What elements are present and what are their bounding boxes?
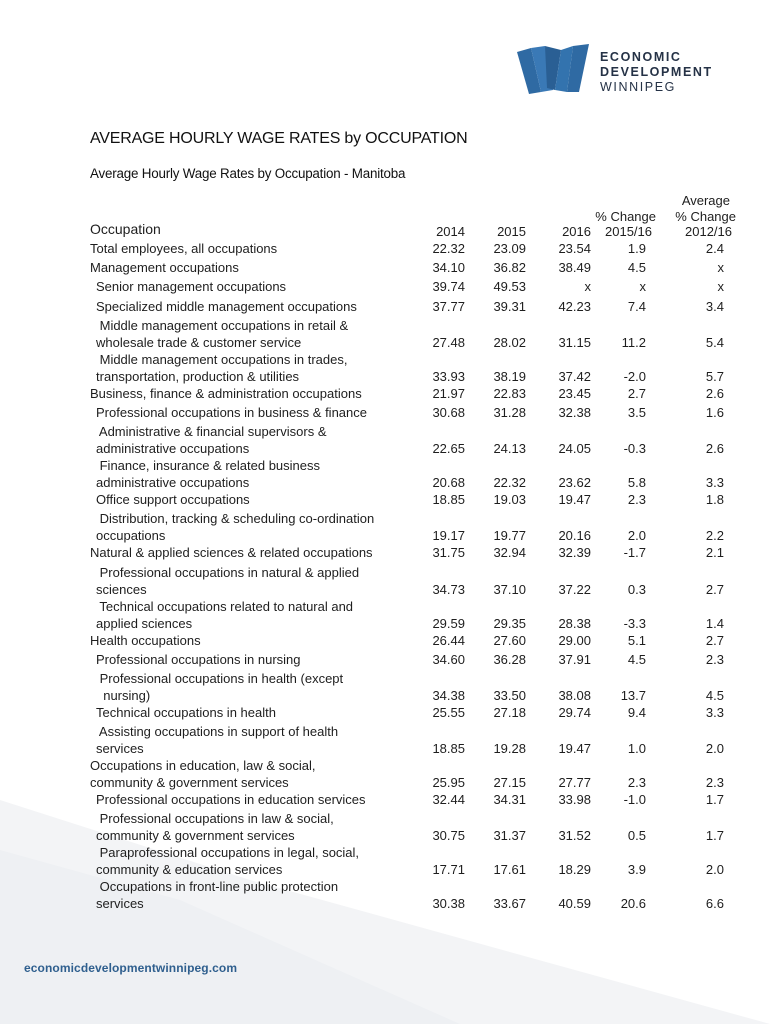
value-avg-change: 2.6 (705, 385, 724, 401)
value-2014: 27.48 (432, 334, 465, 350)
value-2015: 29.35 (493, 615, 526, 631)
table-row (0, 457, 770, 491)
value-2014: 25.95 (432, 775, 465, 791)
value-avg-change: x (717, 260, 724, 276)
value-2015: 31.37 (493, 828, 526, 844)
header-avg-change-1: Average (681, 193, 730, 208)
logo-line-3: WINNIPEG (600, 80, 676, 94)
value-2016: 31.15 (558, 334, 591, 350)
value-pct-change: 11.2 (621, 334, 646, 350)
value-avg-change: x (717, 279, 724, 295)
value-2014: 33.93 (432, 368, 465, 384)
value-avg-change: 1.4 (705, 615, 724, 631)
table-row (0, 651, 770, 668)
value-2016: 32.39 (558, 545, 591, 561)
occupation-label-line: Office support occupations (96, 492, 250, 508)
value-pct-change: 9.4 (627, 705, 646, 720)
value-pct-change: 0.5 (627, 828, 646, 844)
value-2014: 39.74 (432, 279, 465, 295)
value-2016: 23.62 (558, 475, 591, 491)
value-2016: 37.22 (558, 581, 591, 597)
value-2014: 22.32 (432, 241, 465, 256)
table-row (0, 240, 770, 257)
value-pct-change: 13.7 (620, 688, 646, 703)
value-2016: 40.59 (558, 896, 591, 912)
value-pct-change: 2.3 (627, 492, 646, 508)
value-2015: 23.09 (493, 241, 526, 256)
value-pct-change: 1.9 (627, 241, 646, 256)
occupation-label (90, 259, 410, 276)
occupation-label-line: Health occupations (90, 632, 201, 648)
logo-line-1: ECONOMIC (600, 50, 682, 64)
value-2015: 27.15 (493, 775, 526, 791)
occupation-label-line: administrative occupations (96, 441, 250, 457)
occupation-label-line: Professional occupations in business & finance (96, 405, 367, 420)
table-row (0, 317, 770, 351)
value-pct-change: -1.0 (623, 792, 646, 808)
occupation-label-line: Professional occupations in nursing (96, 651, 301, 667)
value-avg-change: 3.3 (705, 705, 724, 720)
occupation-label-line: Assisting occupations in support of health (96, 724, 339, 740)
value-2016: 42.23 (558, 298, 591, 314)
occupation-label (96, 810, 416, 844)
value-2016: 23.45 (558, 385, 591, 401)
occupation-label (96, 404, 416, 421)
value-2014: 18.85 (432, 741, 465, 757)
value-avg-change: 2.0 (705, 741, 724, 757)
occupation-label-line: Middle management occupations in retail & (96, 317, 349, 333)
value-2014: 17.71 (432, 862, 465, 878)
occupation-label-line: Middle management occupations in trades, (96, 351, 348, 367)
table-row (0, 791, 770, 808)
header-pct-change-2: 2015/16 (605, 224, 652, 239)
value-2016: 27.77 (558, 775, 591, 791)
value-2015: 24.13 (493, 441, 526, 457)
table-row (0, 844, 770, 878)
value-2016: 33.98 (558, 792, 591, 808)
occupation-label (96, 878, 416, 912)
value-avg-change: 3.3 (705, 475, 724, 491)
occupation-label (90, 240, 410, 257)
occupation-label (96, 704, 416, 721)
logo-wordmark (600, 50, 713, 95)
value-avg-change: 2.6 (705, 441, 724, 457)
header-occupation: Occupation (90, 221, 161, 237)
occupation-label (96, 298, 416, 315)
header-2014: 2014 (436, 224, 465, 239)
value-2014: 30.38 (432, 896, 465, 912)
value-2015: 33.67 (493, 896, 526, 912)
value-avg-change: 1.7 (705, 792, 724, 808)
value-2014: 37.77 (432, 298, 465, 314)
value-2014: 31.75 (432, 545, 465, 561)
occupation-label-line: Management occupations (90, 260, 239, 276)
value-2015: 34.31 (493, 792, 526, 808)
value-pct-change: 2.0 (627, 528, 646, 544)
page-subtitle: Average Hourly Wage Rates by Occupation - Manitoba (90, 166, 406, 181)
value-pct-change: -2.0 (623, 368, 646, 384)
value-pct-change: 0.3 (627, 581, 646, 597)
value-pct-change: x (639, 279, 646, 295)
value-2015: 19.77 (493, 528, 526, 544)
occupation-label-line: Specialized middle management occupations (96, 298, 357, 314)
value-2014: 26.44 (432, 632, 465, 648)
value-pct-change: -1.7 (623, 545, 646, 561)
page-title: AVERAGE HOURLY WAGE RATES by OCCUPATION (90, 130, 468, 147)
value-2014: 29.59 (432, 615, 465, 631)
table-row (0, 564, 770, 598)
occupation-label-line: Professional occupations in law & social, (96, 811, 334, 827)
occupation-label (96, 510, 416, 544)
value-2015: 38.19 (493, 368, 526, 384)
value-pct-change: 5.8 (627, 475, 646, 491)
value-2014: 34.38 (432, 688, 465, 703)
occupation-label-line: Technical occupations in health (96, 705, 276, 720)
logo-mark-icon (517, 44, 593, 96)
value-avg-change: 6.6 (705, 896, 724, 912)
occupation-label-line: wholesale trade & customer service (96, 334, 302, 350)
value-2015: 22.32 (493, 475, 526, 491)
table-row (0, 510, 770, 544)
value-2014: 21.97 (432, 385, 465, 401)
occupation-label (96, 564, 416, 598)
occupation-label-line: Professional occupations in natural & applied (96, 564, 360, 580)
occupation-label (96, 670, 416, 704)
occupation-label-line: community & government services (96, 828, 295, 844)
value-avg-change: 1.8 (705, 492, 724, 508)
value-pct-change: 3.9 (627, 862, 646, 878)
header-avg-change-2: % Change (675, 209, 736, 224)
occupation-label-line: Administrative & financial supervisors & (96, 424, 327, 440)
value-2014: 32.44 (432, 792, 465, 808)
value-2016: 37.42 (558, 368, 591, 384)
table-row (0, 598, 770, 632)
value-avg-change: 2.1 (705, 545, 724, 561)
value-2015: 22.83 (493, 385, 526, 401)
value-2014: 18.85 (432, 492, 465, 508)
value-2014: 30.68 (432, 405, 465, 420)
occupation-label (90, 544, 410, 561)
table-row (0, 704, 770, 721)
table-row (0, 278, 770, 295)
header-2016: 2016 (562, 224, 591, 239)
value-2015: 27.60 (493, 632, 526, 648)
occupation-label-line: transportation, production & utilities (96, 368, 300, 384)
occupation-label (96, 791, 416, 808)
value-2015: 19.03 (493, 492, 526, 508)
occupation-label (90, 385, 410, 402)
value-2016: 32.38 (558, 405, 591, 420)
value-avg-change: 1.6 (705, 405, 724, 420)
header-avg-change-3: 2012/16 (685, 224, 732, 239)
occupation-label-line: services (96, 741, 144, 757)
occupation-label (96, 491, 416, 508)
occupation-label-line: Paraprofessional occupations in legal, social, (96, 845, 360, 861)
table-row (0, 878, 770, 912)
value-2016: 24.05 (558, 441, 591, 457)
value-pct-change: 20.6 (620, 896, 646, 912)
value-pct-change: 4.5 (627, 651, 646, 667)
occupation-label-line: administrative occupations (96, 475, 250, 491)
value-2016: 31.52 (558, 828, 591, 844)
value-avg-change: 2.3 (705, 775, 724, 791)
table-row (0, 757, 770, 791)
value-2014: 20.68 (432, 475, 465, 491)
occupation-label (96, 844, 416, 878)
value-2016: x (584, 279, 591, 295)
occupation-label (96, 317, 416, 351)
occupation-label-line: nursing) (96, 688, 151, 703)
occupation-label-line: Occupations in front-line public protection (96, 879, 339, 895)
occupation-label-line: Professional occupations in education services (96, 792, 366, 808)
value-avg-change: 5.4 (705, 334, 724, 350)
table-row (0, 632, 770, 649)
value-pct-change: 4.5 (627, 260, 646, 276)
value-avg-change: 2.3 (705, 651, 724, 667)
value-avg-change: 3.4 (705, 298, 724, 314)
value-avg-change: 2.7 (705, 632, 724, 648)
value-2015: 39.31 (493, 298, 526, 314)
value-avg-change: 1.7 (705, 828, 724, 844)
value-2015: 17.61 (493, 862, 526, 878)
occupation-label-line: Technical occupations related to natural and (96, 598, 354, 614)
table-row (0, 810, 770, 844)
value-2016: 28.38 (558, 615, 591, 631)
header-pct-change-1: % Change (595, 209, 656, 224)
value-2015: 19.28 (493, 741, 526, 757)
value-2015: 31.28 (493, 405, 526, 420)
value-2014: 34.60 (432, 651, 465, 667)
value-2014: 34.73 (432, 581, 465, 597)
value-pct-change: 2.7 (627, 385, 646, 401)
occupation-label-line: occupations (96, 528, 166, 544)
occupation-label (96, 651, 416, 668)
value-avg-change: 2.2 (705, 528, 724, 544)
occupation-label-line: Senior management occupations (96, 279, 287, 295)
value-pct-change: 5.1 (627, 632, 646, 648)
value-avg-change: 2.7 (705, 581, 724, 597)
value-2014: 22.65 (432, 441, 465, 457)
value-2016: 19.47 (558, 492, 591, 508)
value-avg-change: 2.0 (705, 862, 724, 878)
value-avg-change: 2.4 (705, 241, 724, 256)
occupation-label-line: services (96, 896, 144, 912)
value-pct-change: 7.4 (627, 298, 646, 314)
table-row (0, 385, 770, 402)
occupation-label (96, 278, 416, 295)
logo (517, 44, 717, 96)
occupation-label-line: Total employees, all occupations (90, 241, 278, 256)
value-2016: 38.08 (558, 688, 591, 703)
value-avg-change: 4.5 (705, 688, 724, 703)
occupation-label (90, 757, 410, 791)
value-2016: 23.54 (558, 241, 591, 256)
value-2016: 29.74 (558, 705, 591, 720)
occupation-label (96, 723, 416, 757)
table-row (0, 670, 770, 704)
table-row (0, 423, 770, 457)
occupation-label (96, 457, 416, 491)
occupation-label-line: Finance, insurance & related business (96, 458, 321, 474)
occupation-label-line: Occupations in education, law & social, (90, 758, 316, 774)
occupation-label-line: Business, finance & administration occupations (90, 385, 362, 401)
value-pct-change: -0.3 (623, 441, 646, 457)
occupation-label (96, 423, 416, 457)
value-2016: 29.00 (558, 632, 591, 648)
occupation-label-line: community & education services (96, 862, 283, 878)
value-2016: 38.49 (558, 260, 591, 276)
value-2014: 34.10 (432, 260, 465, 276)
logo-line-2: DEVELOPMENT (600, 65, 713, 79)
value-2015: 36.82 (493, 260, 526, 276)
value-pct-change: -3.3 (623, 615, 646, 631)
value-2014: 19.17 (432, 528, 465, 544)
table-row (0, 298, 770, 315)
value-2015: 49.53 (493, 279, 526, 295)
value-2016: 19.47 (558, 741, 591, 757)
occupation-label-line: Distribution, tracking & scheduling co-ordination (96, 511, 375, 527)
value-pct-change: 1.0 (627, 741, 646, 757)
occupation-label-line: applied sciences (96, 615, 193, 631)
value-avg-change: 5.7 (705, 368, 724, 384)
value-2015: 33.50 (493, 688, 526, 703)
table-row (0, 351, 770, 385)
table-row (0, 259, 770, 276)
footer-website-link[interactable]: economicdevelopmentwinnipeg.com (24, 961, 238, 975)
value-2016: 20.16 (558, 528, 591, 544)
occupation-label (96, 351, 416, 385)
table-row (0, 491, 770, 508)
table-row (0, 723, 770, 757)
value-2016: 18.29 (558, 862, 591, 878)
header-2015: 2015 (497, 224, 526, 239)
value-2015: 27.18 (493, 705, 526, 720)
value-2014: 30.75 (432, 828, 465, 844)
occupation-label-line: community & government services (90, 775, 289, 791)
table-row (0, 544, 770, 561)
occupation-label (90, 632, 410, 649)
value-2014: 25.55 (432, 705, 465, 720)
table-row (0, 404, 770, 421)
value-pct-change: 2.3 (627, 775, 646, 791)
value-2015: 36.28 (493, 651, 526, 667)
value-2015: 37.10 (493, 581, 526, 597)
occupation-label-line: sciences (96, 581, 147, 597)
occupation-label-line: Natural & applied sciences & related occupations (90, 545, 373, 561)
occupation-label (96, 598, 416, 632)
value-2015: 28.02 (493, 334, 526, 350)
value-2015: 32.94 (493, 545, 526, 561)
occupation-label-line: Professional occupations in health (except (96, 671, 344, 686)
value-2016: 37.91 (558, 651, 591, 667)
value-pct-change: 3.5 (627, 405, 646, 420)
